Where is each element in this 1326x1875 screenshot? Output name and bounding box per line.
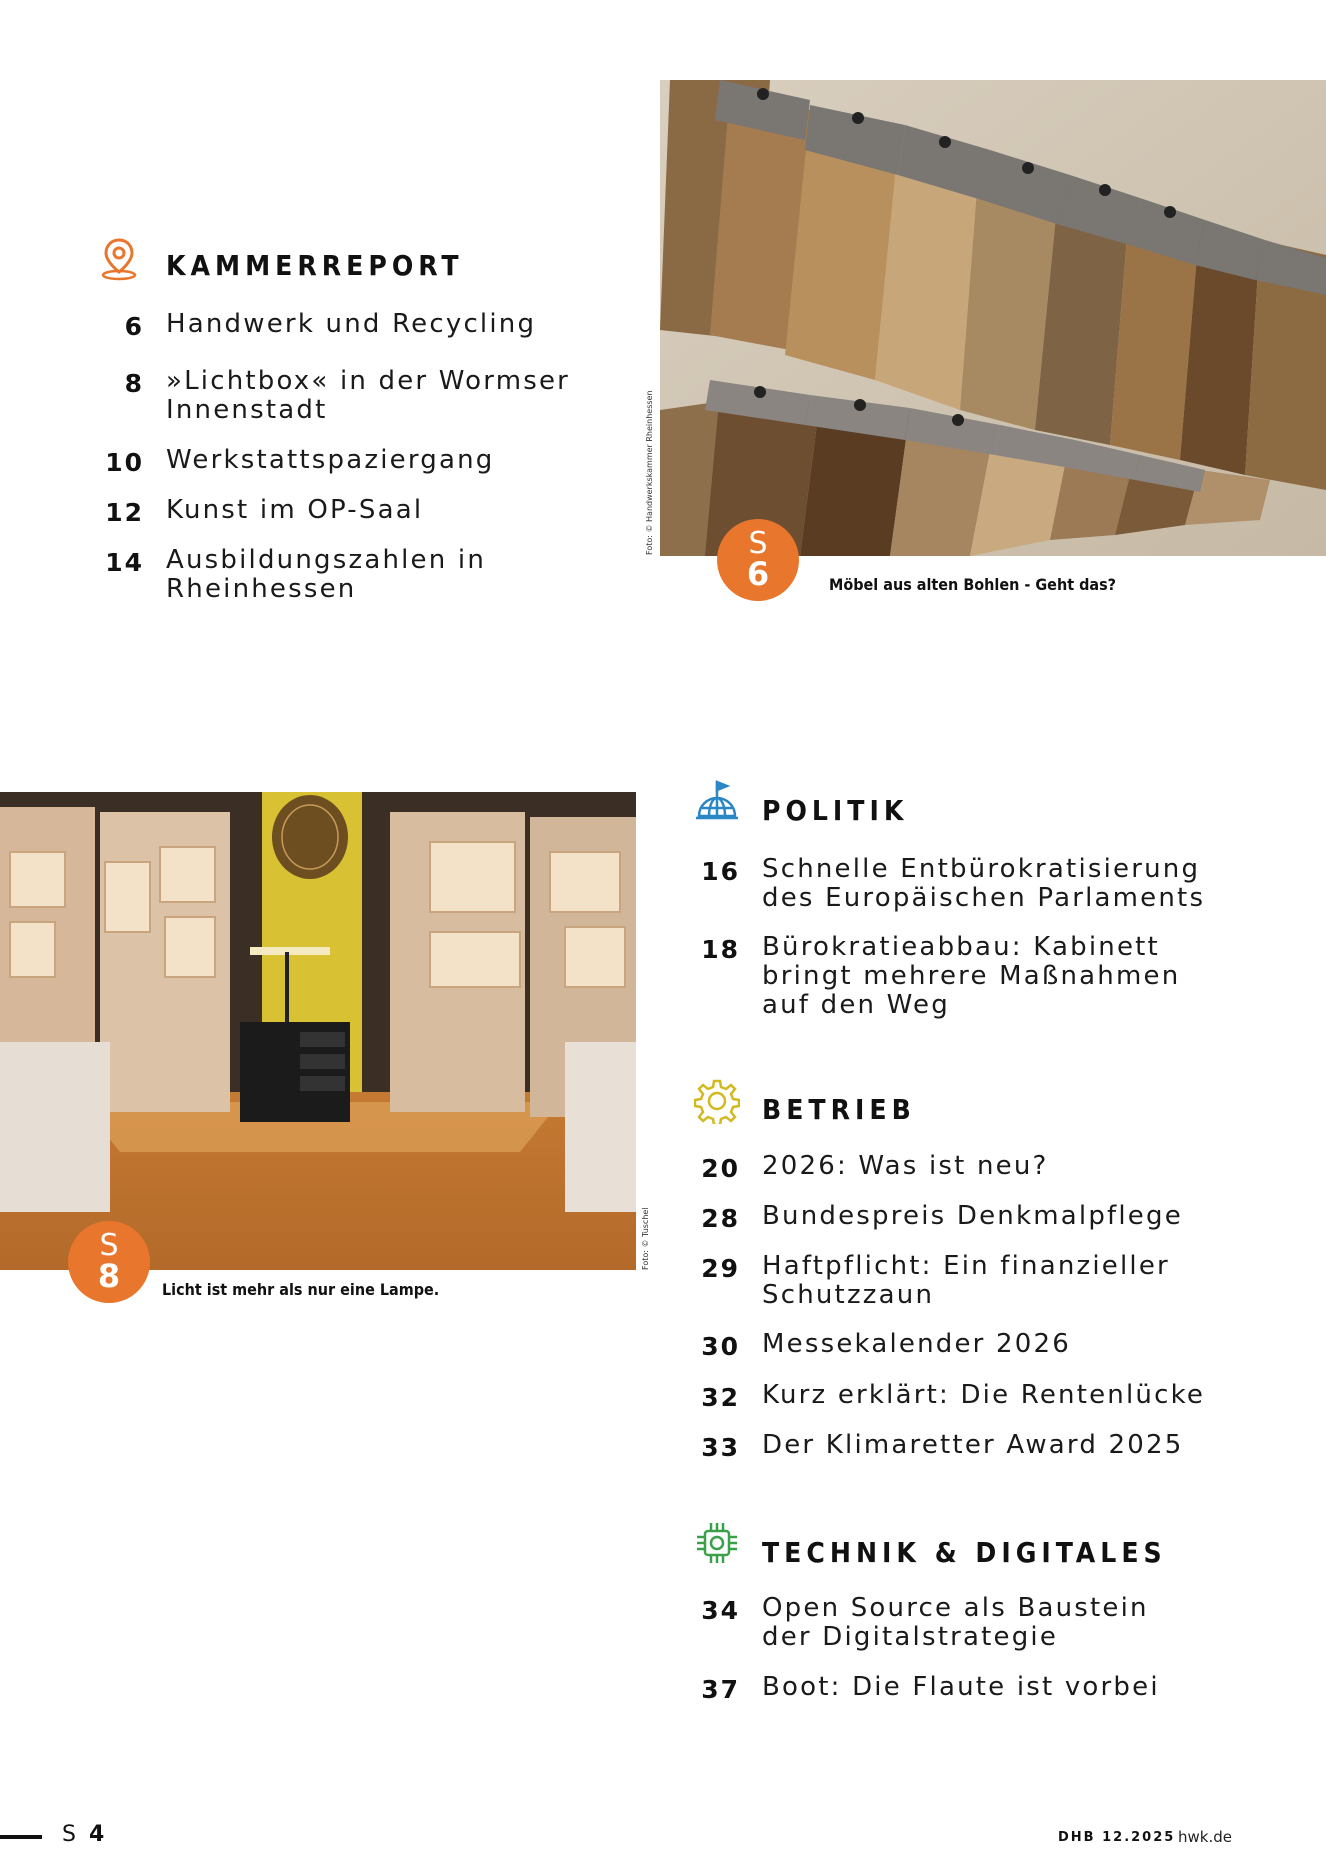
toc-page-number: 33 — [701, 1433, 740, 1462]
toc-entry-title: Handwerk und Recycling — [166, 309, 537, 339]
toc-page-number: 8 — [124, 369, 144, 398]
toc-page-number: 32 — [701, 1383, 740, 1412]
toc-entry-title: Innenstadt — [166, 395, 328, 425]
toc-entry-title: Der Klimaretter Award 2025 — [762, 1430, 1184, 1460]
toc-entry-title: Schnelle Entbürokratisierung — [762, 854, 1201, 884]
footer-page-value: 4 — [88, 1822, 108, 1847]
globe-parliament-icon — [694, 778, 740, 824]
section-title-politik: POLITIK — [762, 794, 909, 827]
toc-entry-title: Bürokratieabbau: Kabinett — [762, 932, 1160, 962]
location-pin-icon — [96, 236, 142, 282]
footer-rule — [0, 1835, 42, 1839]
badge-number: 8 — [97, 1257, 121, 1295]
footer-page-number — [62, 1822, 107, 1847]
footer-website-link[interactable]: hwk.de — [1178, 1828, 1232, 1846]
toc-page-number: 37 — [701, 1675, 740, 1704]
toc-page-number: 20 — [701, 1154, 740, 1183]
toc-page-number: 28 — [701, 1204, 740, 1233]
toc-entry-title: des Europäischen Parlaments — [762, 883, 1206, 913]
gear-icon — [694, 1078, 740, 1124]
page-badge[interactable] — [717, 519, 799, 601]
toc-entry-title: Kurz erklärt: Die Rentenlücke — [762, 1380, 1206, 1410]
toc-page-number: 34 — [701, 1596, 740, 1625]
photo-caption: Möbel aus alten Bohlen - Geht das? — [829, 575, 1117, 594]
photo-wooden-planks — [660, 80, 1326, 556]
toc-entry-title: Rheinhessen — [166, 574, 357, 604]
photo-credit: Foto: © Tuschel — [641, 1207, 650, 1270]
section-title-technik: TECHNIK & DIGITALES — [762, 1536, 1167, 1569]
badge-prefix: S — [748, 526, 768, 561]
section-title-betrieb: BETRIEB — [762, 1093, 916, 1126]
toc-entry-title: Messekalender 2026 — [762, 1329, 1071, 1359]
footer-issue: DHB 12.2025 — [1058, 1830, 1176, 1845]
toc-entry-title: Bundespreis Denkmalpflege — [762, 1201, 1183, 1231]
toc-page-number: 16 — [701, 857, 740, 886]
toc-page-number: 12 — [105, 498, 144, 527]
toc-entry-title: der Digitalstrategie — [762, 1622, 1059, 1652]
photo-caption: Licht ist mehr als nur eine Lampe. — [162, 1280, 440, 1299]
toc-entry-title: Kunst im OP-Saal — [166, 495, 424, 525]
toc-entry-title: Schutzzaun — [762, 1280, 935, 1310]
toc-entry-title: »Lichtbox« in der Wormser — [166, 366, 571, 396]
toc-entry-title: Open Source als Baustein — [762, 1593, 1149, 1623]
badge-prefix: S — [99, 1228, 119, 1263]
chip-icon — [694, 1520, 740, 1566]
toc-page-number: 14 — [105, 548, 144, 577]
photo-showroom — [0, 792, 636, 1270]
page-badge[interactable] — [68, 1221, 150, 1303]
badge-number: 6 — [746, 555, 770, 593]
toc-entry-title: auf den Weg — [762, 990, 950, 1020]
toc-entry-title: Haftpflicht: Ein finanzieller — [762, 1251, 1170, 1281]
toc-page-number: 18 — [701, 935, 740, 964]
toc-entry-title: 2026: Was ist neu? — [762, 1151, 1049, 1181]
section-title-kammerreport: KAMMERREPORT — [166, 249, 464, 282]
toc-entry-title: Ausbildungszahlen in — [166, 545, 486, 575]
toc-page-number: 6 — [124, 312, 144, 341]
footer-page-prefix: S — [62, 1822, 79, 1847]
toc-page-number: 30 — [701, 1332, 740, 1361]
toc-entry-title: bringt mehrere Maßnahmen — [762, 961, 1181, 991]
photo-credit: Foto: © Handwerkskammer Rheinhessen — [645, 390, 654, 555]
toc-page-number: 10 — [105, 448, 144, 477]
toc-entry-title: Boot: Die Flaute ist vorbei — [762, 1672, 1160, 1702]
toc-entry-title: Werkstattspaziergang — [166, 445, 495, 475]
toc-page-number: 29 — [701, 1254, 740, 1283]
